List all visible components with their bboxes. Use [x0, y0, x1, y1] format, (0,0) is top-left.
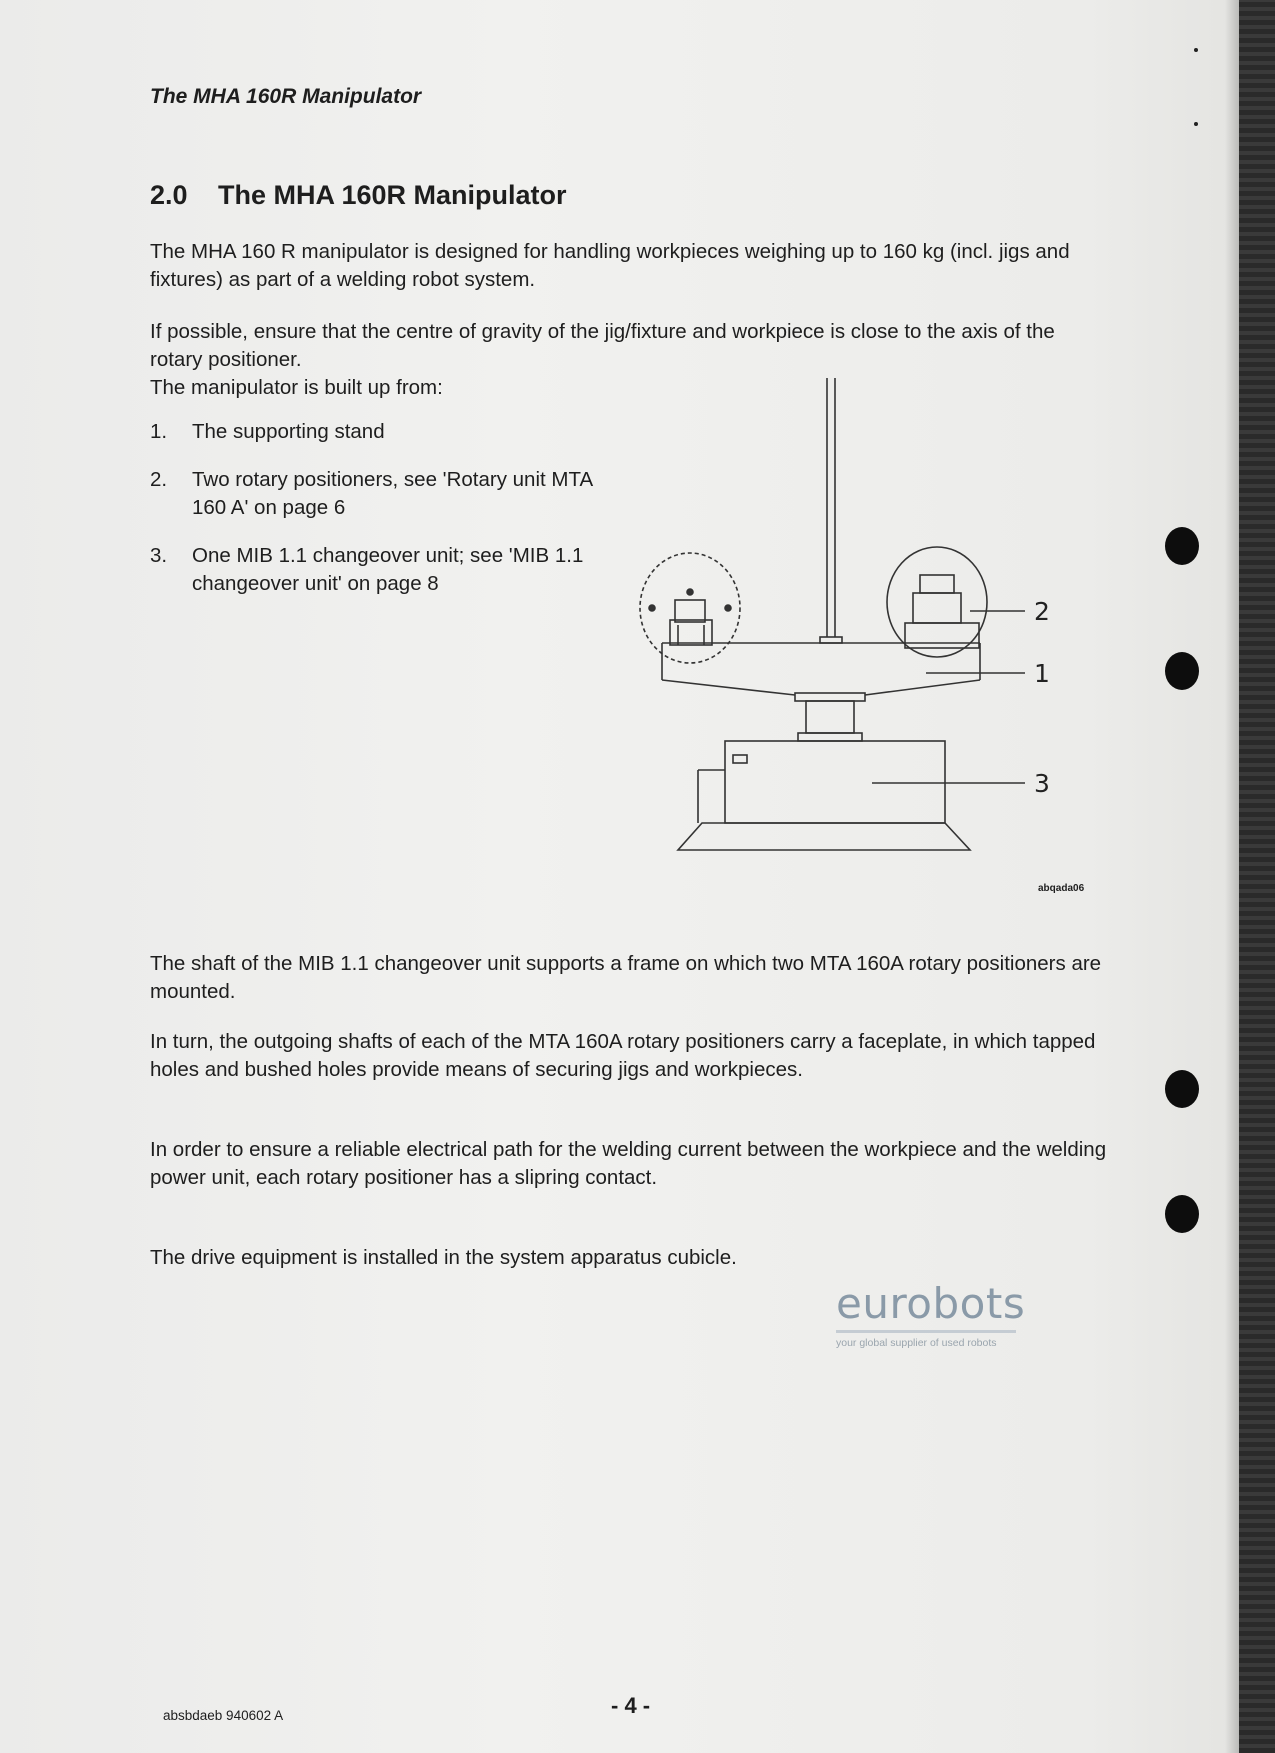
list-number: 3.: [150, 544, 168, 567]
manipulator-drawing: [630, 375, 1090, 895]
list-number: 2.: [150, 468, 168, 491]
faceplate-hole: [725, 605, 731, 611]
binding-strip: [1239, 0, 1275, 1753]
drive-paragraph: The drive equipment is installed in the system apparatus cubicle.: [150, 1246, 737, 1269]
callout-2: 2: [1034, 597, 1050, 626]
cog-text: If possible, ensure that the centre of gravity of the jig/fixture and workpiece is close to the axis of the rotary positioner.: [150, 320, 1055, 371]
watermark-bar: [836, 1330, 1016, 1333]
faceplate-hole: [687, 589, 693, 595]
shaft-paragraph: The shaft of the MIB 1.1 changeover unit supports a frame on which two MTA 160A rotary positioners are mounted.: [150, 952, 1102, 1003]
frame-bottom: [865, 680, 980, 695]
electrical-paragraph: In order to ensure a reliable electrical path for the welding current between the workpiece and the welding power unit, each rotary positioner has a slipring contact.: [150, 1138, 1107, 1189]
list-number: 1.: [150, 420, 168, 443]
eurobots-watermark: [836, 1279, 1026, 1349]
callout-3: 3: [1034, 769, 1050, 798]
right-positioner-top: [920, 575, 954, 593]
list-item: [150, 418, 620, 446]
frame-bottom: [662, 680, 795, 695]
punch-hole: [1165, 527, 1199, 565]
figure-code: abqada06: [1038, 883, 1085, 894]
cabinet-plate: [733, 755, 747, 763]
changeover-column: [806, 701, 854, 733]
left-positioner-motor: [675, 600, 705, 622]
manipulator-figure: [630, 375, 1090, 895]
document-code: absbdaeb 940602 A: [163, 1708, 284, 1723]
speck: [1194, 122, 1198, 126]
cabinet: [725, 741, 945, 823]
list-item: [150, 466, 620, 522]
section-title-text: The MHA 160R Manipulator: [218, 180, 567, 210]
punch-hole: [1165, 1195, 1199, 1233]
punch-hole: [1165, 1070, 1199, 1108]
running-header: The MHA 160R Manipulator: [150, 85, 422, 108]
section-title: [150, 180, 567, 211]
cabinet-base: [678, 823, 970, 850]
binding-shadow: [1225, 0, 1239, 1753]
faceplate-hole: [649, 605, 655, 611]
watermark-name: eurobots: [836, 1279, 1026, 1328]
pole-foot: [820, 637, 842, 643]
page-number: - 4 -: [611, 1693, 651, 1718]
changeover-flange: [795, 693, 865, 701]
intro-paragraph: The MHA 160 R manipulator is designed for handling workpieces weighing up to 160 kg (incl. jigs and fixtures) as part of a welding robot system.: [150, 240, 1070, 291]
punch-hole: [1165, 652, 1199, 690]
section-number: 2.0: [150, 180, 188, 210]
watermark-tagline: your global supplier of used robots: [836, 1337, 997, 1349]
list-text: The supporting stand: [192, 420, 385, 443]
right-positioner-body: [913, 593, 961, 623]
component-list: [150, 418, 620, 618]
left-positioner-body: [670, 620, 712, 645]
list-item: [150, 542, 620, 598]
built-up-text: The manipulator is built up from:: [150, 376, 443, 399]
changeover-flange: [798, 733, 862, 741]
list-text: One MIB 1.1 changeover unit; see 'MIB 1.1 changeover unit' on page 8: [192, 544, 584, 595]
faceplate-paragraph: In turn, the outgoing shafts of each of the MTA 160A rotary positioners carry a faceplate, in which tapped holes and bushed holes provide means of securing jigs and workpieces.: [150, 1030, 1096, 1081]
callout-1: 1: [1034, 659, 1050, 688]
list-text: Two rotary positioners, see 'Rotary unit MTA 160 A' on page 6: [192, 468, 593, 519]
right-faceplate: [887, 547, 987, 657]
speck: [1194, 48, 1198, 52]
